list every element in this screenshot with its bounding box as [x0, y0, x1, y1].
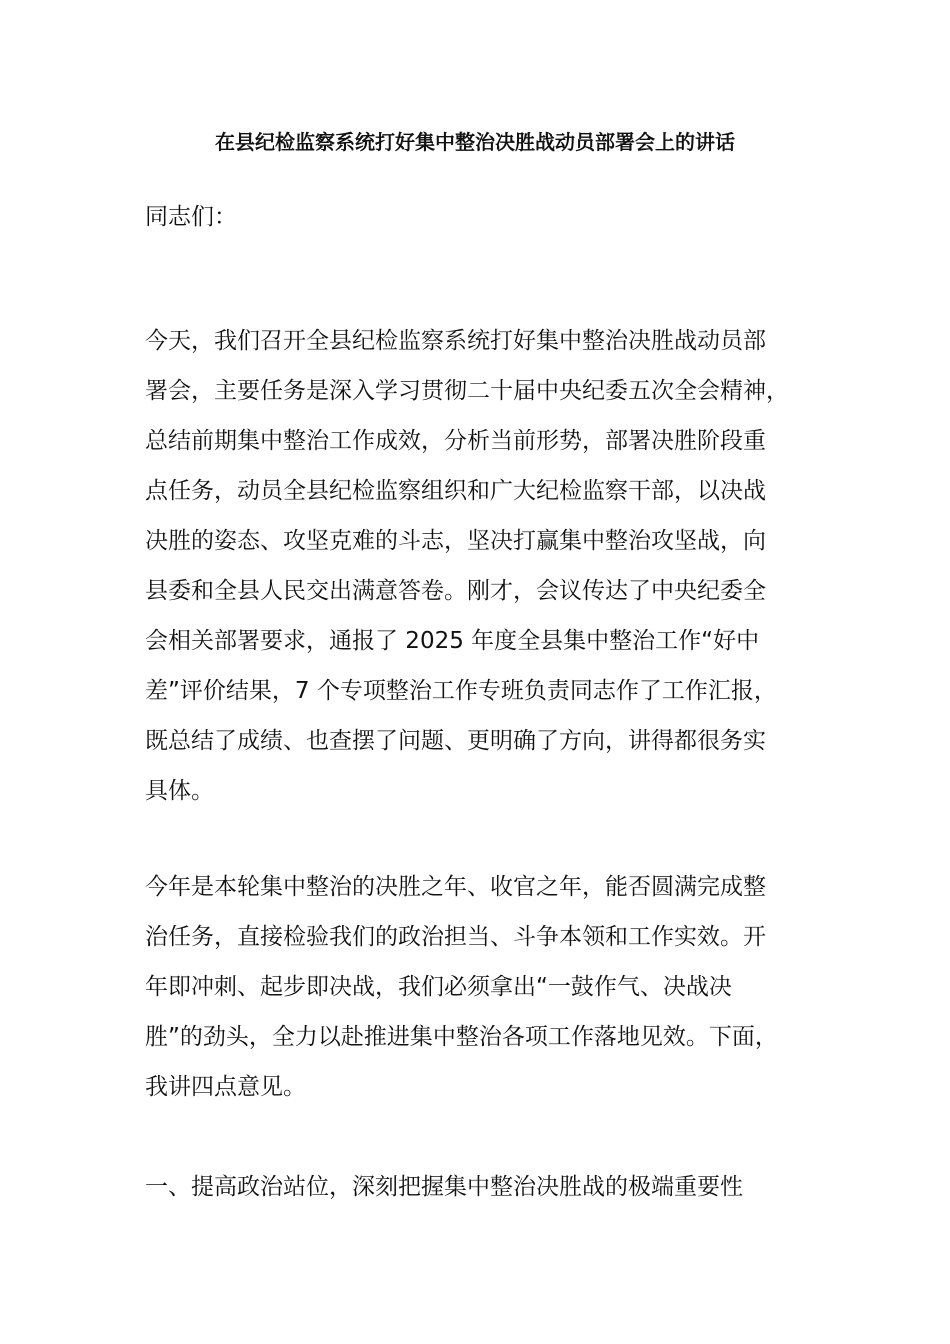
paragraph-line: 署会，主要任务是深入学习贯彻二十届中央纪委五次全会精神， [145, 378, 789, 404]
paragraph-line: 我讲四点意见。 [145, 1074, 306, 1100]
paragraph-line: 既总结了成绩、也查摆了问题、更明确了方向，讲得都很务实 [145, 728, 766, 754]
paragraph-line: 治任务，直接检验我们的政治担当、斗争本领和工作实效。开 [145, 924, 766, 950]
paragraph-line: 总结前期集中整治工作成效，分析当前形势，部署决胜阶段重 [145, 428, 766, 454]
paragraph-line: 具体。 [145, 778, 214, 804]
paragraph-line: 今年是本轮集中整治的决胜之年、收官之年，能否圆满完成整 [145, 874, 766, 900]
paragraph-line: 胜”的劲头，全力以赴推进集中整治各项工作落地见效。下面， [145, 1024, 778, 1050]
paragraph-1 [145, 316, 825, 816]
paragraph-line: 会相关部署要求，通报了 2025 年度全县集中整治工作“好中 [145, 628, 760, 654]
paragraph-line: 县委和全县人民交出满意答卷。刚才，会议传达了中央纪委全 [145, 578, 766, 604]
paragraph-line: 决胜的姿态、攻坚克难的斗志，坚决打赢集中整治攻坚战，向 [145, 528, 766, 554]
paragraph-2 [145, 862, 825, 1112]
document-title: 在县纪检监察系统打好集中整治决胜战动员部署会上的讲话 [215, 130, 735, 154]
paragraph-line: 点任务，动员全县纪检监察组织和广大纪检监察干部，以决战 [145, 478, 766, 504]
paragraph-line: 年即冲刺、起步即决战，我们必须拿出“一鼓作气、决战决 [145, 974, 732, 1000]
section-heading: 一、提高政治站位，深刻把握集中整治决胜战的极端重要性 [145, 1174, 743, 1200]
greeting: 同志们： [145, 204, 237, 230]
paragraph-line: 今天，我们召开全县纪检监察系统打好集中整治决胜战动员部 [145, 328, 766, 354]
paragraph-line: 差”评价结果，7 个专项整治工作专班负责同志作了工作汇报， [145, 678, 777, 704]
